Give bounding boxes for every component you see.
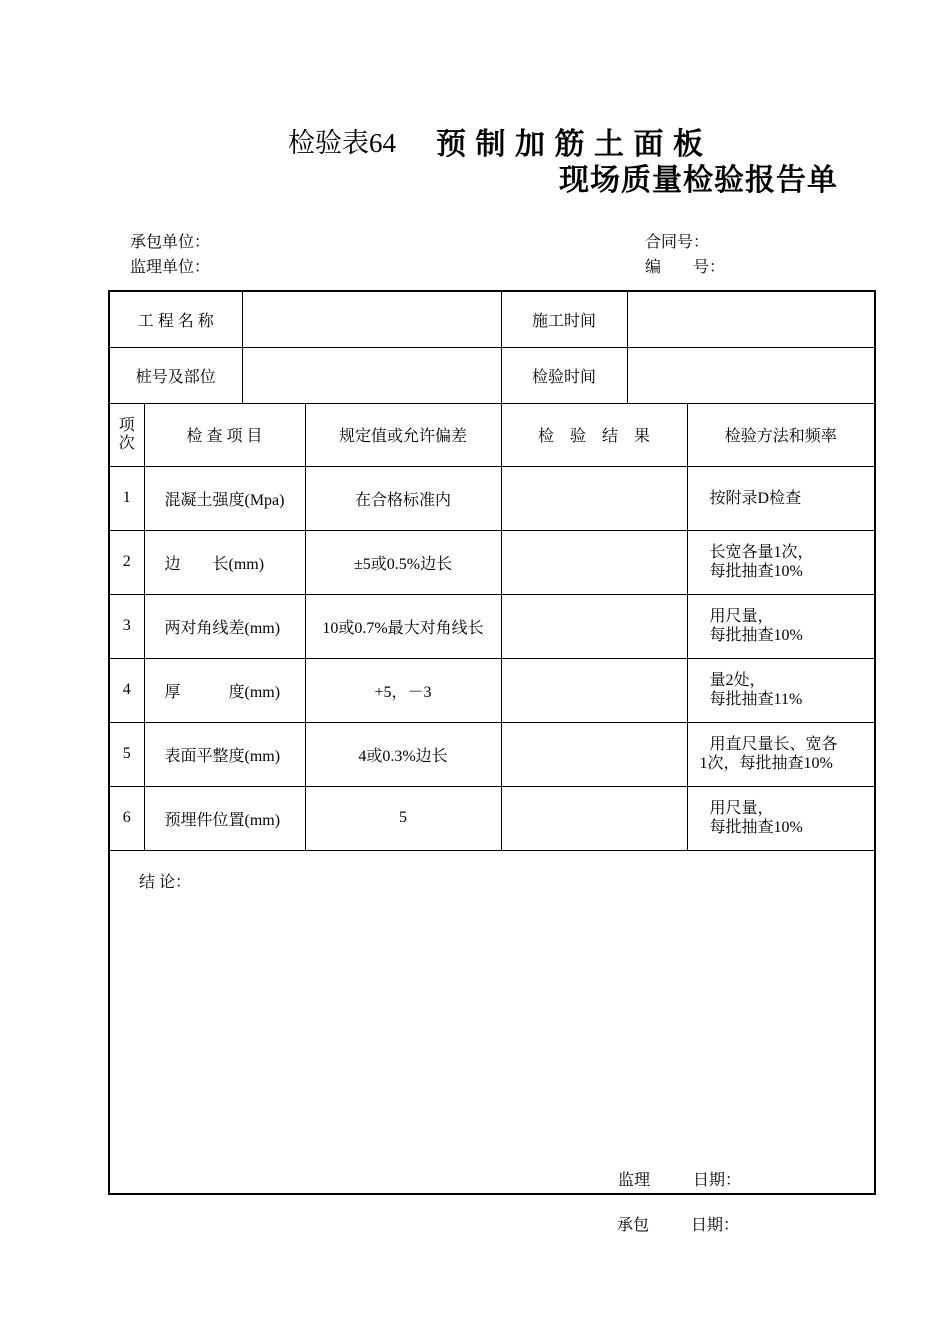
row-method [687, 786, 875, 850]
contractor-label: 承包单位： [130, 234, 211, 251]
row-index: 3 [109, 594, 144, 658]
result-header: 检 验 结 果 [501, 403, 687, 466]
row-spec: +5，－3 [305, 658, 501, 722]
contract-no-label: 合同号： [645, 234, 710, 251]
conclusion-row [109, 850, 875, 1194]
method-header: 检验方法和频率 [687, 403, 875, 466]
index-header-line2: 次 [118, 434, 135, 452]
supervisor-sign-label: 监理 [618, 1171, 651, 1189]
row-method [687, 658, 875, 722]
project-name-label: 工 程 名 称 [109, 291, 242, 347]
row-method-line2: 每批抽查10% [709, 627, 803, 644]
inspection-time-label: 检验时间 [501, 347, 627, 403]
supervisor-label: 监理单位： [130, 259, 211, 276]
supervisor-date-label: 日期： [693, 1171, 742, 1189]
row-result[interactable] [501, 466, 687, 530]
table-row [109, 722, 875, 786]
row-result[interactable] [501, 722, 687, 786]
serial-no-label: 编 号： [645, 259, 726, 276]
row-item: 厚 度(mm) [144, 658, 305, 722]
row-method-line1: 量2处， [709, 672, 766, 689]
inspection-time-value[interactable] [627, 347, 875, 403]
row-result[interactable] [501, 530, 687, 594]
info-row-2 [109, 347, 875, 403]
index-header [109, 403, 144, 466]
row-index: 4 [109, 658, 144, 722]
row-item: 边 长(mm) [144, 530, 305, 594]
row-method [687, 530, 875, 594]
inspection-table [108, 290, 876, 1195]
row-method [687, 722, 875, 786]
header-row [109, 403, 875, 466]
row-item: 表面平整度(mm) [144, 722, 305, 786]
row-method [687, 594, 875, 658]
row-spec: 5 [305, 786, 501, 850]
table-row [109, 786, 875, 850]
row-item: 混凝土强度(Mpa) [144, 466, 305, 530]
row-index: 5 [109, 722, 144, 786]
row-method-line2: 每批抽查11% [709, 691, 803, 708]
index-header-line1: 项 [118, 416, 135, 434]
conclusion-cell[interactable] [109, 850, 875, 1194]
form-title: 预 制 加 筋 土 面 板 [436, 128, 704, 161]
row-spec: 4或0.3%边长 [305, 722, 501, 786]
row-method-line1: 用尺量， [709, 608, 774, 625]
row-method-line1: 用直尺量长、宽各 [709, 736, 838, 753]
table-row [109, 530, 875, 594]
item-header: 检 查 项 目 [144, 403, 305, 466]
row-item: 预埋件位置(mm) [144, 786, 305, 850]
contractor-sign-label: 承包 [617, 1217, 650, 1234]
row-result[interactable] [501, 594, 687, 658]
row-result[interactable] [501, 786, 687, 850]
row-spec: 10或0.7%最大对角线长 [305, 594, 501, 658]
spec-header: 规定值或允许偏差 [305, 403, 501, 466]
info-row-1 [109, 291, 875, 347]
row-method-line1: 用尺量， [709, 800, 774, 817]
station-label: 桩号及部位 [109, 347, 242, 403]
table-row [109, 658, 875, 722]
row-method-line2: 1次，每批抽查10% [699, 755, 833, 772]
row-method-line1: 长宽各量1次， [709, 544, 814, 561]
table-row [109, 594, 875, 658]
construction-time-label: 施工时间 [501, 291, 627, 347]
row-method-line2: 每批抽查10% [709, 563, 803, 580]
construction-time-value[interactable] [627, 291, 875, 347]
row-method-line2: 每批抽查10% [709, 819, 803, 836]
station-value[interactable] [242, 347, 501, 403]
row-result[interactable] [501, 658, 687, 722]
row-method [687, 466, 875, 530]
form-subtitle: 现场质量检验报告单 [559, 164, 838, 197]
row-spec: ±5或0.5%边长 [305, 530, 501, 594]
contractor-date-label: 日期： [691, 1217, 740, 1234]
row-index: 6 [109, 786, 144, 850]
row-index: 2 [109, 530, 144, 594]
table-row [109, 466, 875, 530]
row-method-line1: 按附录D检查 [709, 489, 802, 507]
form-number: 检验表64 [288, 128, 396, 158]
row-spec: 在合格标准内 [305, 466, 501, 530]
project-name-value[interactable] [242, 291, 501, 347]
conclusion-label: 结 论： [139, 873, 192, 891]
row-index: 1 [109, 466, 144, 530]
row-item: 两对角线差(mm) [144, 594, 305, 658]
